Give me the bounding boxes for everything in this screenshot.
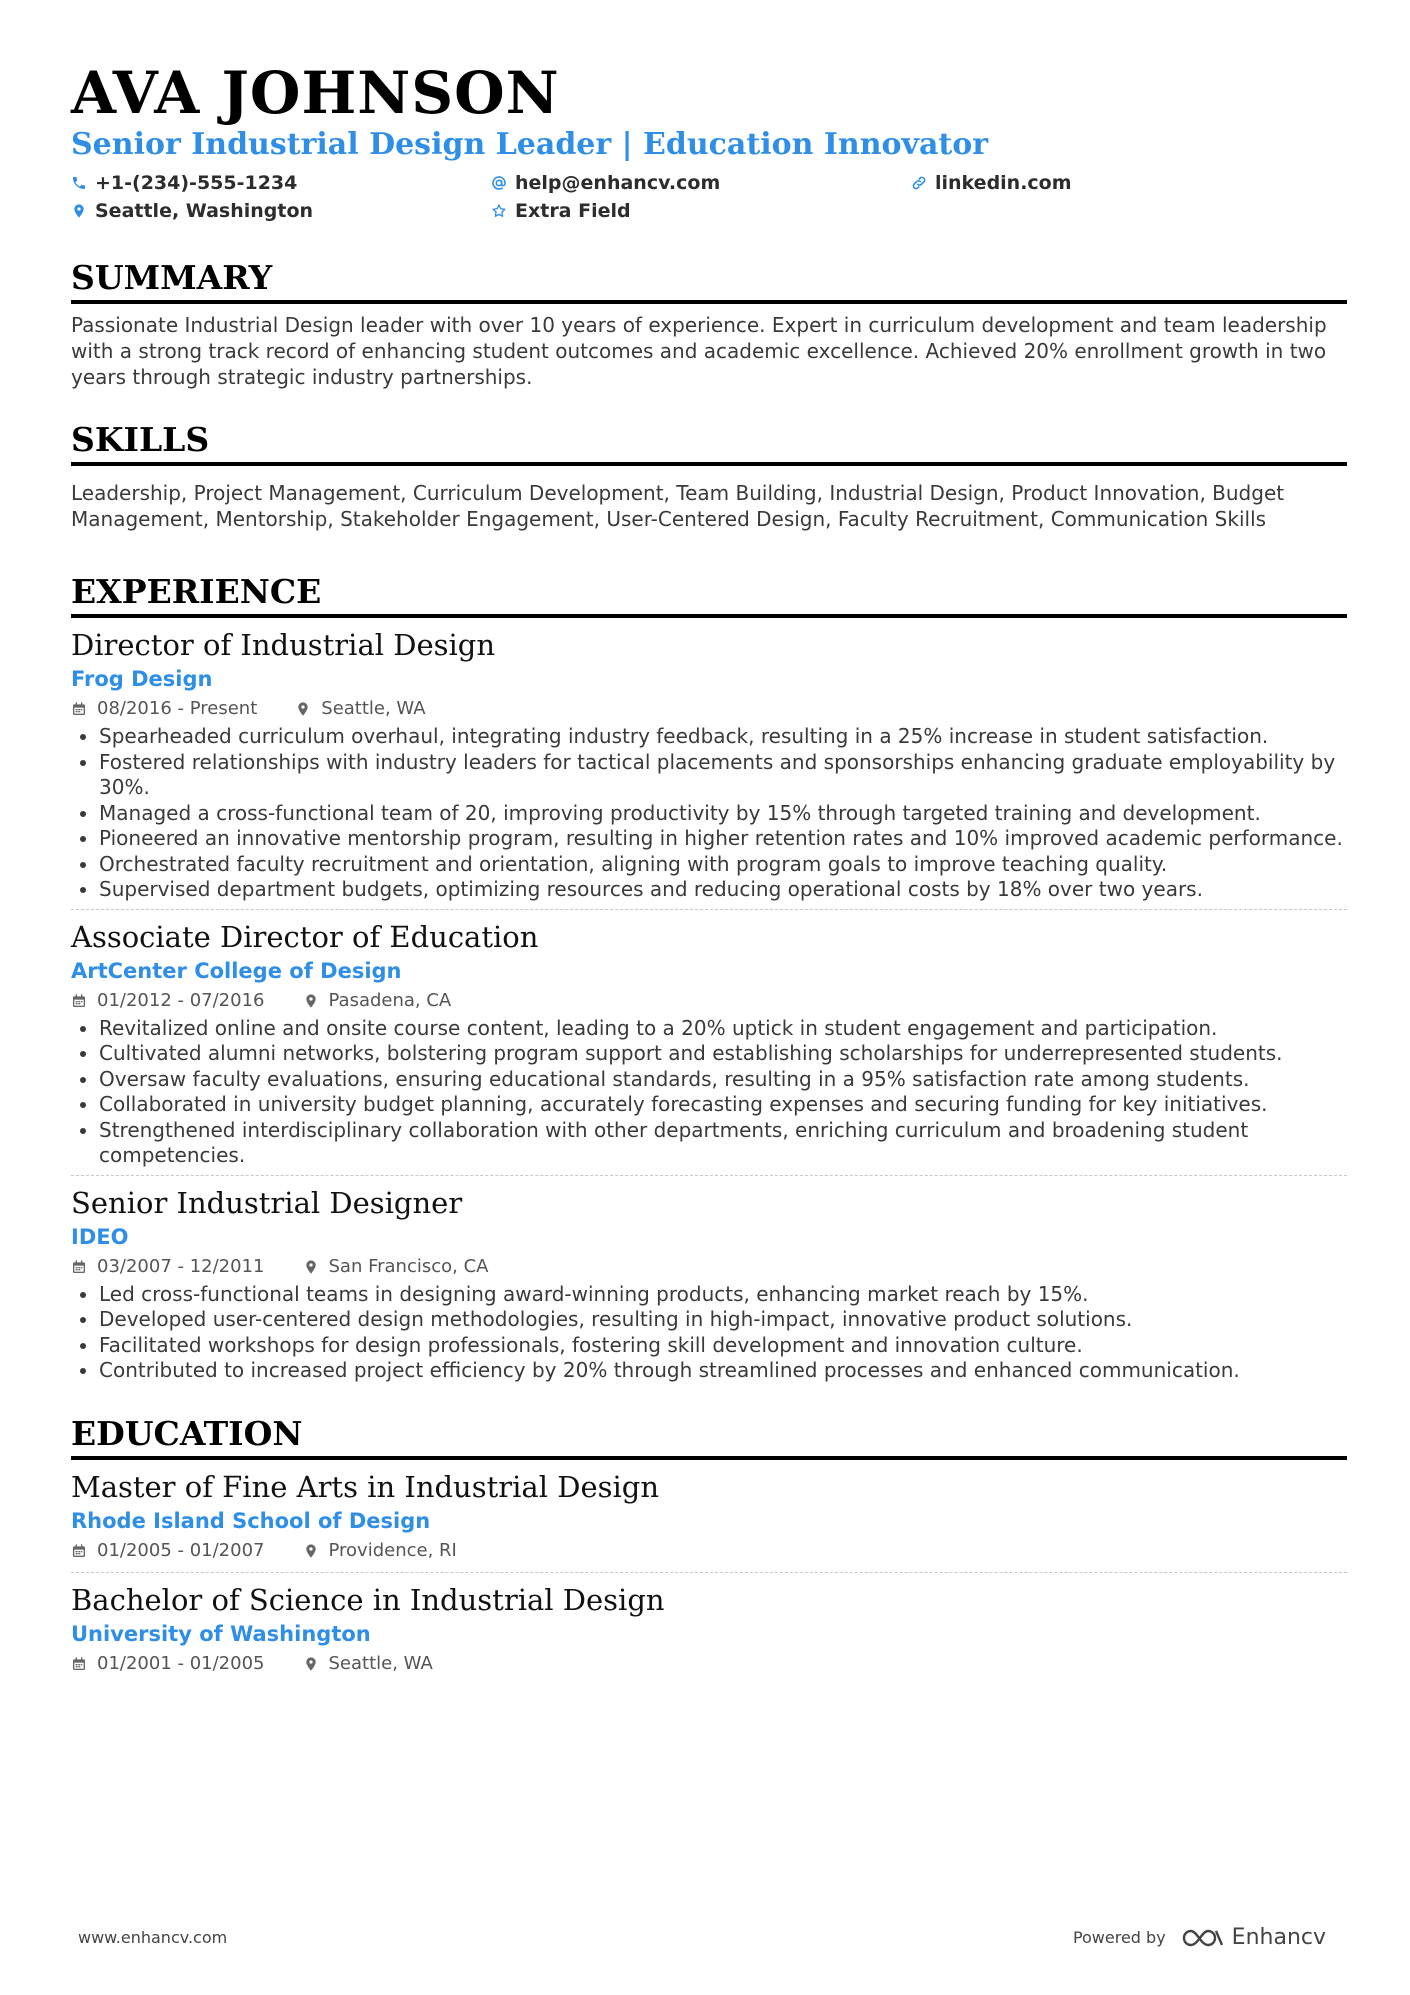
enhancv-logo-icon xyxy=(1180,1926,1226,1950)
summary-title: SUMMARY xyxy=(71,258,1347,304)
resume-header xyxy=(71,58,1347,224)
education-meta xyxy=(71,1649,1347,1679)
job-bullet: • Revitalized online and onsite course content, leading to a 20% uptick in student engagement and participation. xyxy=(99,1016,1347,1042)
contact-linkedin-text: linkedin.com xyxy=(935,172,1072,194)
contact-linkedin[interactable] xyxy=(911,170,1331,196)
job-bullet: • Supervised department budgets, optimizing resources and reducing operational costs by 18% over two years. xyxy=(99,877,1347,903)
contact-location-text: Seattle, Washington xyxy=(95,200,314,222)
job-title: Director of Industrial Design xyxy=(71,628,496,662)
contact-phone[interactable] xyxy=(71,170,491,196)
education-section xyxy=(71,1414,1347,1685)
company-name: ArtCenter College of Design xyxy=(71,958,402,983)
calendar-icon xyxy=(71,1259,87,1275)
contact-extra-text: Extra Field xyxy=(515,200,631,222)
job-bullet: • Led cross-functional teams in designing award-winning products, enhancing market reach by 15%. xyxy=(99,1282,1347,1308)
job-bullet: • Cultivated alumni networks, bolstering program support and establishing scholarships for underrepresented students. xyxy=(99,1041,1347,1067)
job-dates: 08/2016 - Present xyxy=(97,698,258,719)
company-name: IDEO xyxy=(71,1224,129,1249)
summary-section xyxy=(71,258,1347,390)
contact-extra xyxy=(491,198,911,224)
job-bullet: • Facilitated workshops for design professionals, fostering skill development and innovation culture. xyxy=(99,1333,1347,1359)
skills-section xyxy=(71,420,1347,532)
calendar-icon xyxy=(71,1656,87,1672)
job-bullet: • Contributed to increased project efficiency by 20% through streamlined processes and enhanced communication. xyxy=(99,1358,1347,1384)
location-pin-icon xyxy=(71,203,87,219)
education-dates: 01/2001 - 01/2005 xyxy=(97,1652,265,1674)
contact-info xyxy=(71,170,1347,224)
link-icon xyxy=(911,175,927,191)
brand-name: Enhancv xyxy=(1231,1925,1326,1950)
job-bullet: • Strengthened interdisciplinary collaboration with other departments, enriching curriculum and broadening student competencies. xyxy=(99,1118,1347,1169)
job-bullet: • Orchestrated faculty recruitment and orientation, aligning with program goals to improve teaching quality. xyxy=(99,852,1347,878)
education-entry xyxy=(71,1572,1347,1685)
education-meta xyxy=(71,1536,1347,1566)
footer-url-link[interactable]: www.enhancv.com xyxy=(78,1928,228,1947)
job-title: Associate Director of Education xyxy=(71,919,539,954)
school-name: University of Washington xyxy=(71,1621,371,1646)
experience-entry xyxy=(71,618,1347,909)
location-pin-icon xyxy=(303,1543,319,1559)
location-pin-icon xyxy=(295,701,311,717)
job-bullets xyxy=(71,1282,1347,1384)
education-location: Seattle, WA xyxy=(328,1652,433,1674)
resume-page xyxy=(71,58,1347,1685)
job-location: San Francisco, CA xyxy=(328,1255,489,1277)
company-name: Frog Design xyxy=(71,667,213,691)
experience-entry xyxy=(71,1175,1347,1390)
candidate-headline: Senior Industrial Design Leader | Education Innovator xyxy=(71,127,989,162)
skills-title: SKILLS xyxy=(71,420,1347,466)
contact-location xyxy=(71,198,491,224)
education-dates: 01/2005 - 01/2007 xyxy=(97,1539,265,1561)
powered-by-label: Powered by xyxy=(1072,1928,1166,1947)
skills-text: Leadership, Project Management, Curriculum Development, Team Building, Industrial Design, Product Innovation, Budget Management, Mentorship, Stakeholder Engagement, User-Centered Design, Faculty Recruitment, Communication Skills xyxy=(71,481,1285,531)
degree-title: Bachelor of Science in Industrial Design xyxy=(71,1582,665,1617)
job-bullet: • Developed user-centered design methodologies, resulting in high-impact, innovative product solutions. xyxy=(99,1307,1347,1333)
job-bullet: • Oversaw faculty evaluations, ensuring educational standards, resulting in a 95% satisfaction rate among students. xyxy=(99,1067,1347,1093)
education-title: EDUCATION xyxy=(71,1414,1347,1460)
job-meta xyxy=(71,694,1347,724)
job-bullet: • Managed a cross-functional team of 20, improving productivity by 15% through targeted training and development. xyxy=(99,801,1347,827)
job-location: Pasadena, CA xyxy=(328,989,452,1011)
job-meta xyxy=(71,1252,1347,1282)
experience-entry xyxy=(71,909,1347,1175)
candidate-name: AVA JOHNSON xyxy=(71,59,560,127)
experience-title: EXPERIENCE xyxy=(71,572,1347,618)
enhancv-brand-link[interactable] xyxy=(1180,1925,1326,1950)
location-pin-icon xyxy=(303,1259,319,1275)
job-bullets xyxy=(71,724,1347,903)
location-pin-icon xyxy=(303,993,319,1009)
at-icon xyxy=(491,175,507,191)
job-location: Seattle, WA xyxy=(321,698,426,719)
job-bullets xyxy=(71,1016,1347,1169)
degree-title: Master of Fine Arts in Industrial Design xyxy=(71,1469,660,1504)
job-dates: 03/2007 - 12/2011 xyxy=(97,1255,265,1277)
education-entry xyxy=(71,1460,1347,1572)
calendar-icon xyxy=(71,993,87,1009)
star-icon xyxy=(491,203,507,219)
powered-by xyxy=(1073,1925,1326,1950)
contact-email[interactable] xyxy=(491,170,911,196)
school-name: Rhode Island School of Design xyxy=(71,1508,431,1533)
page-footer xyxy=(78,1925,1326,1950)
job-bullet: • Spearheaded curriculum overhaul, integrating industry feedback, resulting in a 25% increase in student satisfaction. xyxy=(99,724,1347,750)
job-bullet: • Collaborated in university budget planning, accurately forecasting expenses and securing funding for key initiatives. xyxy=(99,1092,1347,1118)
calendar-icon xyxy=(71,1543,87,1559)
job-meta xyxy=(71,986,1347,1016)
job-title: Senior Industrial Designer xyxy=(71,1185,463,1220)
phone-icon xyxy=(71,175,87,191)
location-pin-icon xyxy=(303,1656,319,1672)
job-dates: 01/2012 - 07/2016 xyxy=(97,989,265,1011)
job-bullet: • Fostered relationships with industry leaders for tactical placements and sponsorships enhancing graduate employability by 30%. xyxy=(99,750,1347,801)
education-location: Providence, RI xyxy=(328,1539,457,1561)
contact-phone-text: +1-(234)-555-1234 xyxy=(95,172,298,194)
experience-section xyxy=(71,572,1347,1390)
calendar-icon xyxy=(71,701,87,717)
contact-email-text: help@enhancv.com xyxy=(515,172,721,194)
job-bullet: • Pioneered an innovative mentorship program, resulting in higher retention rates and 10% improved academic performance. xyxy=(99,826,1347,852)
summary-text: Passionate Industrial Design leader with over 10 years of experience. Expert in curriculum development and team leadership with a strong track record of enhancing student outcomes and academic excellence. Achieved 20% enrollment growth in two years through strategic industry partnerships. xyxy=(71,313,1327,389)
